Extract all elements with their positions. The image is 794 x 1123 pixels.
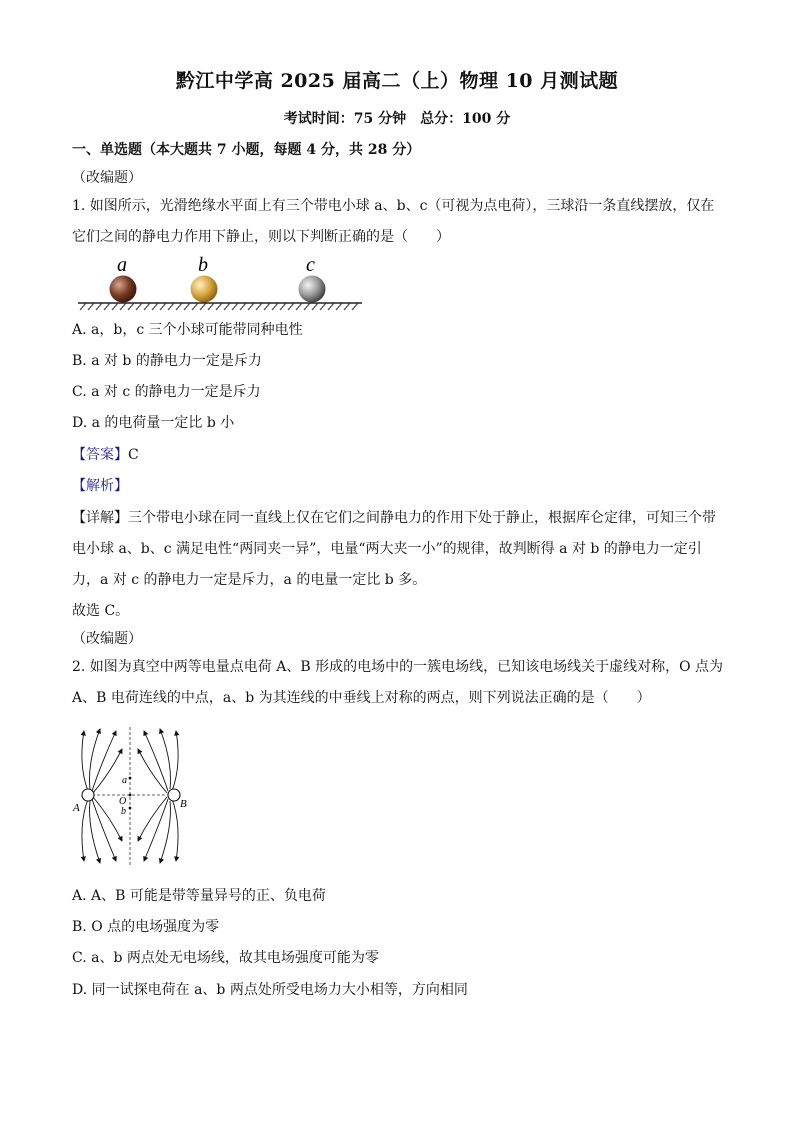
q1-note: （改编题） xyxy=(72,170,142,186)
q2-stem-line1: 2. 如图为真空中两等电量点电荷 A、B 形成的电场中的一簇电场线，已知该电场线关于虚线对称，O 点为 xyxy=(72,659,724,675)
q1-option-c: C. a 对 c 的静电力一定是斥力 xyxy=(72,384,261,400)
analysis-tag: 【解析】 xyxy=(72,478,128,494)
q1-conclusion: 故选 C。 xyxy=(72,603,130,619)
q2-option-d: D. 同一试探电荷在 a、b 两点处所受电场力大小相等，方向相同 xyxy=(72,982,468,998)
answer-value: C xyxy=(128,447,139,463)
q1-stem-line2: 它们之间的静电力作用下静止，则以下判断正确的是（ ） xyxy=(72,229,450,245)
section-heading: 一、单选题（本大题共 7 小题，每题 4 分，共 28 分） xyxy=(72,142,421,158)
q2-option-b: B. O 点的电场强度为零 xyxy=(72,919,220,935)
exam-info: 考试时间：75 分钟 总分：100 分 xyxy=(283,111,511,127)
ball-b xyxy=(191,276,218,303)
point-b-dot xyxy=(129,807,132,810)
answer-tag: 【答案】 xyxy=(72,447,128,463)
ball-b-label: b xyxy=(198,254,208,276)
q1-detail-line3: 力，a 对 c 的静电力一定是斥力，a 的电量一定比 b 多。 xyxy=(72,572,427,588)
q1-answer-row xyxy=(72,445,732,465)
q2-option-a: A. A、B 可能是带等量异号的正、负电荷 xyxy=(72,888,326,904)
q2-note: （改编题） xyxy=(72,631,142,647)
q2-stem-line2: A、B 电荷连线的中点，a、b 为其连线的中垂线上对称的两点，则下列说法正确的是（ ） xyxy=(72,690,651,706)
ball-c xyxy=(299,276,326,303)
ball-a-label: a xyxy=(117,254,127,276)
page-title: 黔江中学高 2025 届高二（上）物理 10 月测试题 xyxy=(175,70,619,92)
q2-figure-electric-field-lines xyxy=(70,725,195,870)
q1-detail-line1: 【详解】三个带电小球在同一直线上仅在它们之间静电力的作用下处于静止，根据库仑定律，可知三个带 xyxy=(72,510,716,526)
q2-option-c: C. a、b 两点处无电场线，故其电场强度可能为零 xyxy=(72,950,379,966)
label-charge-b: B xyxy=(180,798,187,810)
charge-a xyxy=(82,789,94,801)
ball-a xyxy=(110,276,137,303)
point-a-dot xyxy=(129,777,132,780)
q1-option-b: B. a 对 b 的静电力一定是斥力 xyxy=(72,353,262,369)
label-o-point: O xyxy=(119,796,127,807)
ground-hatching xyxy=(80,303,358,310)
q1-detail-line2: 电小球 a、b、c 满足电性“两同夹一异”，电量“两大夹一小”的规律，故判断得 a 对 b 的静电力一定引 xyxy=(72,541,702,557)
ball-c-label: c xyxy=(306,254,315,276)
q1-stem-line1: 1. 如图所示，光滑绝缘水平面上有三个带电小球 a、b、c（可视为点电荷），三球沿一条直线摆放，仅在 xyxy=(72,198,715,214)
label-a-point: a xyxy=(122,775,127,786)
q1-figure-three-balls xyxy=(72,250,372,312)
q1-option-d: D. a 的电荷量一定比 b 小 xyxy=(72,415,235,431)
q1-option-a: A. a，b，c 三个小球可能带同种电性 xyxy=(72,322,303,338)
label-charge-a: A xyxy=(73,802,80,814)
charge-b xyxy=(168,789,180,801)
label-b-point: b xyxy=(121,806,126,817)
point-o-dot xyxy=(129,794,132,797)
